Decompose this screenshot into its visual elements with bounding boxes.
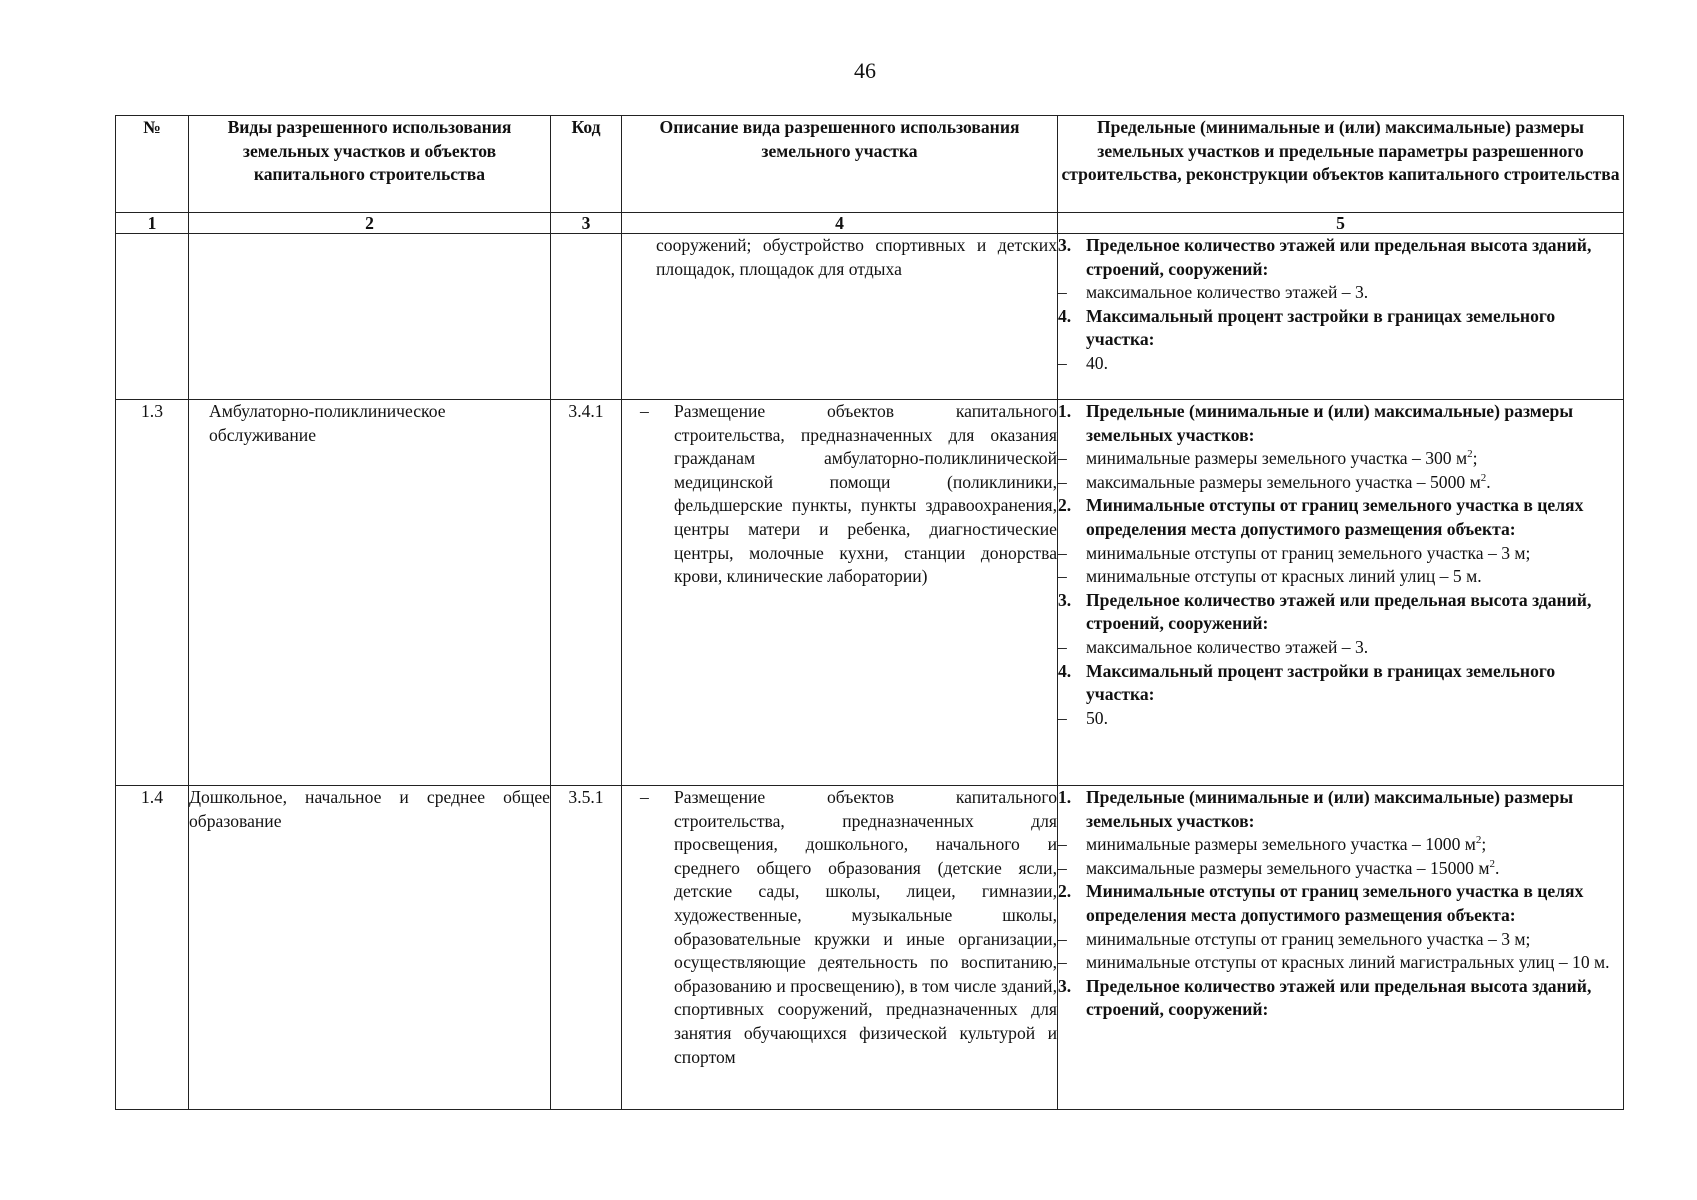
cell-name: Амбулаторно-поликлиническое обслуживание xyxy=(189,400,551,786)
param-number: 1. xyxy=(1058,401,1072,421)
param-number: 2. xyxy=(1058,495,1072,516)
param-title: Предельное количество этажей или предельная высота зданий, строений, сооружений: xyxy=(1086,589,1592,634)
desc-text: Размещение объектов капитального строительства, предназначенных для оказания гражданам амбулаторно-поликлинической медицинской помощи (поликлиники, фельдшерские пункты, пункты здравоохранения, центры матери и ребенка, диагностические центры, молочные кухни, станции донорства крови, клинические лаборатории) xyxy=(674,401,1057,587)
cell-params xyxy=(1058,400,1624,786)
cell-desc xyxy=(622,400,1058,786)
param-value: максимальное количество этажей – 3. xyxy=(1086,282,1369,303)
param-title: Предельные (минимальные и (или) максимальные) размеры земельных участков: xyxy=(1086,401,1574,445)
dash-bullet: – xyxy=(1058,928,1067,949)
param-value: минимальные отступы от границ земельного участка – 3 м; xyxy=(1086,542,1531,563)
dash-bullet: – xyxy=(1058,952,1067,973)
param-value: максимальное количество этажей – 3. xyxy=(1086,636,1369,657)
param-number: 4. xyxy=(1058,660,1072,681)
table-row xyxy=(116,786,1624,1110)
param-value: минимальные отступы от красных линий магистральных улиц – 10 м. xyxy=(1086,952,1610,973)
cell-name: Дошкольное, начальное и среднее общее образование xyxy=(189,786,551,1110)
dash-bullet: – xyxy=(1058,448,1067,469)
dash-bullet: – xyxy=(640,787,649,807)
param-number: 3. xyxy=(1058,589,1072,610)
param-number: 4. xyxy=(1058,305,1072,326)
cell-params xyxy=(1058,786,1624,1110)
dash-bullet: – xyxy=(1058,282,1067,303)
param-title: Минимальные отступы от границ земельного участка в целях определения места допустимого размещения объекта: xyxy=(1086,881,1584,925)
header-row xyxy=(116,116,1624,213)
col-number: 2 xyxy=(189,213,551,234)
cell-num: 1.3 xyxy=(116,400,189,786)
cell-code: 3.5.1 xyxy=(551,786,622,1110)
dash-bullet: – xyxy=(640,401,649,421)
dash-bullet: – xyxy=(1058,352,1067,373)
cell-code: 3.4.1 xyxy=(551,400,622,786)
col-number: 5 xyxy=(1058,213,1624,234)
table-row xyxy=(116,400,1624,786)
desc-text: Размещение объектов капитального строительства, предназначенных для просвещения, дошкольного, начального и среднего общего образования (детские ясли, детские сады, школы, лицеи, гимназии, художественные, музыкальные школы, образовательные кружки и иные организации, осуществляющие деятельность по воспитанию, образованию и просвещению), в том числе зданий, спортивных сооружений, предназначенных для занятия обучающихся физической культурой и спортом xyxy=(674,787,1057,1067)
cell-code xyxy=(551,234,622,400)
dash-bullet: – xyxy=(1058,707,1067,728)
cell-num: 1.4 xyxy=(116,786,189,1110)
col-number: 3 xyxy=(551,213,622,234)
param-number: 3. xyxy=(1058,235,1072,255)
column-number-row xyxy=(116,213,1624,234)
zoning-table xyxy=(115,115,1624,1110)
header-type: Виды разрешенного использования земельных участков и объектов капитального строительства xyxy=(189,116,551,213)
header-num: № xyxy=(116,116,189,213)
dash-bullet: – xyxy=(1058,566,1067,587)
param-value: минимальные отступы от границ земельного участка – 3 м; xyxy=(1086,928,1531,949)
param-number: 3. xyxy=(1058,975,1072,996)
header-params: Предельные (минимальные и (или) максимальные) размеры земельных участков и предельные параметры разрешенного строительства, реконструкции объектов капитального строительства xyxy=(1058,116,1624,213)
cell-num xyxy=(116,234,189,400)
header-code: Код xyxy=(551,116,622,213)
param-title: Предельное количество этажей или предельная высота зданий, строений, сооружений: xyxy=(1086,235,1592,279)
page-number: 46 xyxy=(854,58,876,83)
dash-bullet: – xyxy=(1058,857,1067,878)
param-number: 2. xyxy=(1058,881,1072,902)
param-title: Предельные (минимальные и (или) максимальные) размеры земельных участков: xyxy=(1086,787,1574,831)
dash-bullet: – xyxy=(1058,471,1067,492)
param-value: 50. xyxy=(1086,707,1108,728)
header-desc: Описание вида разрешенного использования земельного участка xyxy=(622,116,1058,213)
param-value: максимальные размеры земельного участка – 15000 $м^2$. xyxy=(1086,857,1500,878)
col-number: 1 xyxy=(116,213,189,234)
desc-text: сооружений; обустройство спортивных и детских площадок, площадок для отдыха xyxy=(656,235,1057,279)
dash-bullet: – xyxy=(1058,542,1067,563)
param-value: минимальные размеры земельного участка – 1000 $м^2$; xyxy=(1086,834,1487,855)
dash-bullet: – xyxy=(1058,636,1067,657)
dash-bullet: – xyxy=(1058,834,1067,855)
cell-params xyxy=(1058,234,1624,400)
table-row xyxy=(116,234,1624,400)
param-title: Минимальные отступы от границ земельного участка в целях определения места допустимого размещения объекта: xyxy=(1086,495,1584,539)
param-value: минимальные отступы от красных линий улиц – 5 м. xyxy=(1086,566,1482,587)
param-title: Максимальный процент застройки в границах земельного участка: xyxy=(1086,305,1556,350)
param-value: 40. xyxy=(1086,352,1108,373)
cell-desc xyxy=(622,786,1058,1110)
param-value: максимальные размеры земельного участка – 5000 $м^2$. xyxy=(1086,471,1491,492)
param-number: 1. xyxy=(1058,787,1072,807)
param-value: минимальные размеры земельного участка – 300 $м^2$; xyxy=(1086,448,1478,469)
cell-name xyxy=(189,234,551,400)
col-number: 4 xyxy=(622,213,1058,234)
cell-desc xyxy=(622,234,1058,400)
param-title: Предельное количество этажей или предельная высота зданий, строений, сооружений: xyxy=(1086,975,1592,1020)
param-title: Максимальный процент застройки в границах земельного участка: xyxy=(1086,660,1556,705)
